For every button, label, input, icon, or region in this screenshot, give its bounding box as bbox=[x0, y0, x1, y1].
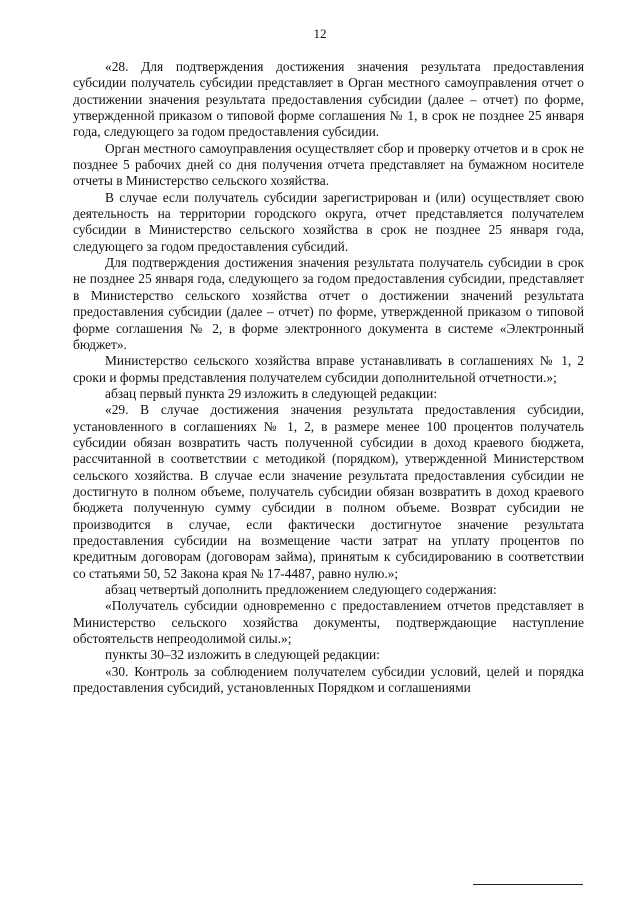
paragraph-30-text: «30. Контроль за соблюдением получателем субсидии условий, целей и порядка предоставления субсидий, установленных Порядком и соглашениями bbox=[73, 663, 584, 696]
paragraph-amend-29: абзац первый пункта 29 изложить в следующей редакции: bbox=[105, 385, 438, 401]
paragraph-confirmation-report: Для подтверждения достижения значения результата получатель субсидии в срок не позднее 25 января года, следующего за годом предоставления субсидии, представляет в Министерство сельского хозяйства отчет о достижении значений результата предоставления субсидии (далее – отчет) по форме, утвержденной приказом о типовой форме соглашения № 2, в форме электронного документа в системе «Электронный бюджет». bbox=[73, 255, 584, 352]
paragraph-amend-30-32: пункты 30–32 изложить в следующей редакции: bbox=[105, 647, 380, 663]
paragraph-28-intro: «28. Для подтверждения достижения значения результата предоставления субсидии получатель субсидии представляет в Орган местного самоуправления отчет о достижении значения результата предоставления субсидии (далее – отчет) по форме, утвержденной приказом о типовой форме соглашения № 1, в срок не позднее 25 января года, следующего за годом предоставления субсидии. bbox=[73, 59, 584, 140]
page-number: 12 bbox=[313, 26, 327, 41]
paragraph-local-authority: Орган местного самоуправления осуществляет сбор и проверку отчетов и в срок не позднее 5 рабочих дней со дня получения отчета представляет на бумажном носителе отчеты в Министерство сельского хозяйства. bbox=[73, 140, 584, 189]
paragraph-amend-fourth: абзац четвертый дополнить предложением следующего содержания: bbox=[105, 582, 497, 597]
paragraph-ministry-rights: Министерство сельского хозяйства вправе устанавливать в соглашениях № 1, 2 сроки и формы представления получателем субсидии дополнительной отчетности.»; bbox=[73, 353, 584, 385]
footer-rule bbox=[473, 884, 583, 885]
document-body bbox=[73, 59, 584, 696]
paragraph-29-text: «29. В случае достижения значения результата предоставления субсидии, установленного в соглашениях № 1, 2, в размере менее 100 процентов получатель субсидии обязан возвратить часть полученной субсидии в доход краевого бюджета, рассчитанной в соответствии с методикой (порядком), утвержденной Министерством сельского хозяйства. В случае если значение результата предоставления субсидии не достигнуто в полном объеме, получатель субсидии обязан возвратить в доход краевого бюджета полученную сумму субсидии в полном объеме. Возврат субсидии не производится в случае, если фактически достигнутое значение результата предоставления субсидии на возмещение части затрат на уплату процентов по кредитным договорам (договорам займа), принятым к субсидированию в соответствии со статьями 50, 52 Закона края № 17-4487, равно нулю.»; bbox=[73, 402, 584, 581]
paragraph-city-district: В случае если получатель субсидии зарегистрирован и (или) осуществляет свою деятельность на территории городского округа, отчет представляется получателем субсидии в Министерство сельского хозяйства в срок не позднее 25 января года, следующего за годом предоставления субсидий. bbox=[73, 189, 584, 254]
paragraph-force-majeure: «Получатель субсидии одновременно с предоставлением отчетов представляет в Министерство сельского хозяйства документы, подтверждающие наступление обстоятельств непреодолимой силы.»; bbox=[73, 598, 584, 647]
